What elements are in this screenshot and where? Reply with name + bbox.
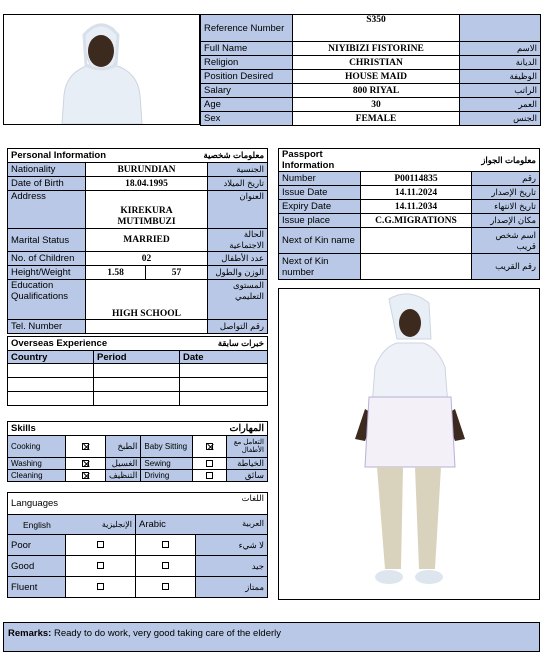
passport-title-ar: معلومات الجواز bbox=[361, 149, 540, 172]
languages-title-ar: اللغات bbox=[196, 493, 268, 515]
overseas-row bbox=[8, 378, 268, 392]
kin-name-label: Next of Kin name bbox=[279, 228, 361, 254]
languages-table bbox=[7, 492, 268, 598]
lang-arabic bbox=[136, 515, 268, 535]
passport-number-value: P00114835 bbox=[361, 172, 472, 186]
babysitting-checkbox[interactable] bbox=[206, 443, 213, 450]
children-label: No. of Children bbox=[8, 252, 86, 266]
lang-english bbox=[8, 515, 136, 535]
arabic-fluent-checkbox[interactable] bbox=[162, 583, 169, 590]
arabic-poor-checkbox[interactable] bbox=[162, 541, 169, 548]
sex-label: Sex bbox=[201, 112, 293, 126]
sex-value: FEMALE bbox=[292, 112, 459, 126]
washing-checkbox[interactable] bbox=[82, 460, 89, 467]
overseas-row bbox=[8, 364, 268, 378]
edu-ar: المستوى التعليمي bbox=[208, 280, 268, 320]
place-ar: مكان الإصدار bbox=[472, 214, 540, 228]
expiry-label: Expiry Date bbox=[279, 200, 361, 214]
lang-arabic-label: Arabic bbox=[139, 519, 166, 530]
fullbody-photo-frame bbox=[278, 288, 540, 600]
overseas-title-ar: خبرات سابقة bbox=[180, 337, 268, 351]
kin-num-label: Next of Kin number bbox=[279, 254, 361, 280]
remarks-box bbox=[3, 622, 540, 652]
level-good: Good bbox=[8, 556, 66, 577]
nationality-value: BURUNDIAN bbox=[86, 163, 208, 177]
expiry-value: 14.11.2034 bbox=[361, 200, 472, 214]
skill-washing: Washing bbox=[8, 458, 66, 470]
religion-ar: الديانة bbox=[460, 56, 541, 70]
skill-sewing: Sewing bbox=[141, 458, 193, 470]
sewing-checkbox[interactable] bbox=[206, 460, 213, 467]
issue-label: Issue Date bbox=[279, 186, 361, 200]
arabic-good-checkbox[interactable] bbox=[162, 562, 169, 569]
passport-info-table bbox=[278, 148, 540, 280]
ref-ar bbox=[460, 15, 541, 42]
salary-value: 800 RIYAL bbox=[292, 84, 459, 98]
cooking-checkbox[interactable] bbox=[82, 443, 89, 450]
english-poor-checkbox[interactable] bbox=[97, 541, 104, 548]
age-ar: العمر bbox=[460, 98, 541, 112]
skills-title: Skills bbox=[8, 422, 141, 436]
kin-name-value bbox=[361, 228, 472, 254]
marital-ar: الحالة الاجتماعية bbox=[208, 229, 268, 252]
level-good-ar: جيد bbox=[196, 556, 268, 577]
sex-ar: الجنس bbox=[460, 112, 541, 126]
portrait-photo-frame bbox=[3, 14, 200, 125]
level-poor: Poor bbox=[8, 535, 66, 556]
nationality-ar: الجنسية bbox=[208, 163, 268, 177]
position-value: HOUSE MAID bbox=[292, 70, 459, 84]
skill-cooking-ar: الطبخ bbox=[106, 436, 141, 458]
lang-english-ar: الإنجليزية bbox=[101, 519, 132, 529]
age-label: Age bbox=[201, 98, 293, 112]
english-fluent-checkbox[interactable] bbox=[97, 583, 104, 590]
tel-ar: رقم التواصل bbox=[208, 320, 268, 334]
dob-label: Date of Birth bbox=[8, 177, 86, 191]
dob-value: 18.04.1995 bbox=[86, 177, 208, 191]
expiry-ar: تاريخ الانتهاء bbox=[472, 200, 540, 214]
overseas-row bbox=[8, 392, 268, 406]
skill-babysitting: Baby Sitting bbox=[141, 436, 193, 458]
children-ar: عدد الأطفال bbox=[208, 252, 268, 266]
position-label: Position Desired bbox=[201, 70, 293, 84]
skill-cleaning-ar: التنظيف bbox=[106, 470, 141, 482]
weight-value: 57 bbox=[146, 266, 208, 280]
fullname-value: NIYIBIZI FISTORINE bbox=[292, 42, 459, 56]
lang-arabic-ar: العربية bbox=[242, 519, 264, 528]
skills-title-ar: المهارات bbox=[141, 422, 268, 436]
place-label: Issue place bbox=[279, 214, 361, 228]
tel-label: Tel. Number bbox=[8, 320, 86, 334]
ref-label: Reference Number bbox=[201, 15, 293, 42]
col-date: Date bbox=[180, 351, 268, 364]
cleaning-checkbox[interactable] bbox=[82, 472, 89, 479]
passport-title: Passport Information bbox=[279, 149, 361, 172]
tel-value bbox=[86, 320, 208, 334]
position-ar: الوظيفة bbox=[460, 70, 541, 84]
skill-washing-ar: الغسيل bbox=[106, 458, 141, 470]
col-country: Country bbox=[8, 351, 94, 364]
religion-value: CHRISTIAN bbox=[292, 56, 459, 70]
religion-label: Religion bbox=[201, 56, 293, 70]
marital-value: MARRIED bbox=[86, 229, 208, 252]
skill-driving: Driving bbox=[141, 470, 193, 482]
skill-babysitting-ar: التعامل مع الأطفال bbox=[227, 436, 268, 458]
skill-cooking: Cooking bbox=[8, 436, 66, 458]
fullbody-photo bbox=[279, 289, 539, 599]
level-poor-ar: لا شيء bbox=[196, 535, 268, 556]
lang-english-label: English bbox=[23, 519, 51, 530]
col-period: Period bbox=[94, 351, 180, 364]
personal-title-ar: معلومات شخصية bbox=[146, 149, 268, 163]
fullname-ar: الاسم bbox=[460, 42, 541, 56]
remarks-text: Ready to do work, very good taking care of the elderly bbox=[53, 628, 282, 639]
personal-info-table bbox=[7, 148, 268, 334]
children-value: 02 bbox=[86, 252, 208, 266]
ref-value: S350 bbox=[292, 15, 459, 42]
level-fluent: Fluent bbox=[8, 577, 66, 598]
edu-label: Education Qualifications bbox=[8, 280, 86, 320]
hw-label: Height/Weight bbox=[8, 266, 86, 280]
dob-ar: تاريخ الميلاد bbox=[208, 177, 268, 191]
issue-ar: تاريخ الإصدار bbox=[472, 186, 540, 200]
issue-value: 14.11.2024 bbox=[361, 186, 472, 200]
address-value bbox=[86, 191, 208, 229]
fullname-label: Full Name bbox=[201, 42, 293, 56]
hw-ar: الوزن والطول bbox=[208, 266, 268, 280]
remarks-label: Remarks: bbox=[8, 628, 52, 639]
overseas-title: Overseas Experience bbox=[8, 337, 180, 351]
kin-num-value bbox=[361, 254, 472, 280]
skills-table bbox=[7, 421, 268, 482]
salary-label: Salary bbox=[201, 84, 293, 98]
salary-ar: الراتب bbox=[460, 84, 541, 98]
kin-name-ar: اسم شخص قريب bbox=[472, 228, 540, 254]
kin-num-ar: رقم القريب bbox=[472, 254, 540, 280]
age-value: 30 bbox=[292, 98, 459, 112]
driving-checkbox[interactable] bbox=[206, 472, 213, 479]
address-label: Address bbox=[8, 191, 86, 229]
passport-number-label: Number bbox=[279, 172, 361, 186]
marital-label: Marital Status bbox=[8, 229, 86, 252]
overseas-table bbox=[7, 336, 268, 406]
skill-cleaning: Cleaning bbox=[8, 470, 66, 482]
passport-number-ar: رقم bbox=[472, 172, 540, 186]
address-line1: KIREKURA bbox=[120, 206, 173, 216]
skill-sewing-ar: الخياطة bbox=[227, 458, 268, 470]
header-table bbox=[200, 14, 541, 126]
address-line2: MUTIMBUZI bbox=[117, 217, 176, 227]
level-fluent-ar: ممتاز bbox=[196, 577, 268, 598]
nationality-label: Nationality bbox=[8, 163, 86, 177]
place-value: C.G.MIGRATIONS bbox=[361, 214, 472, 228]
edu-value: HIGH SCHOOL bbox=[86, 280, 208, 320]
languages-title: Languages bbox=[8, 493, 196, 515]
height-value: 1.58 bbox=[86, 266, 146, 280]
address-ar: العنوان bbox=[208, 191, 268, 229]
personal-title: Personal Information bbox=[8, 149, 146, 163]
english-good-checkbox[interactable] bbox=[97, 562, 104, 569]
portrait-photo bbox=[4, 15, 199, 124]
skill-driving-ar: سائق bbox=[227, 470, 268, 482]
